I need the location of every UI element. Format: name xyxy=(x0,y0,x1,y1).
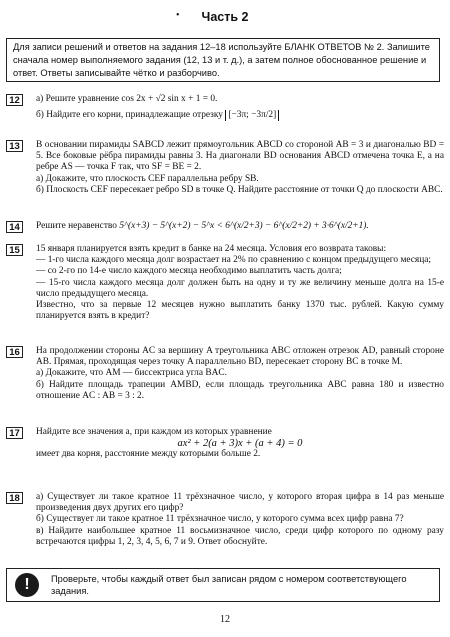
interval-formula: [−3π; −3π/2] xyxy=(225,110,279,121)
task-number: 12 xyxy=(6,94,23,106)
reminder-text: Проверьте, чтобы каждый ответ был записан рядом с номером соответствующего задания. xyxy=(51,574,407,596)
task-condition: — со 2-го по 14-е число каждого месяца необходимо выплатить часть долга; xyxy=(36,266,342,277)
instructions-box xyxy=(6,38,440,82)
task-number: 14 xyxy=(6,221,23,233)
task-part-c: в) Найдите наибольшее кратное 11 восьмизначное число, среди цифр которого по одному разу встречаются цифры 1, 2, 3, 4, 5, 6, 7 и 9. Ответ обоснуйте. xyxy=(36,525,444,547)
task-part-a: а) Докажите, что плоскость CEF параллельна ребру SB. xyxy=(36,173,259,184)
page-title: Часть 2 xyxy=(201,10,249,24)
task-17 xyxy=(6,427,444,487)
task-condition: — 1-го числа каждого месяца долг возрастает на 2% по сравнению с концом предыдущего месяца; xyxy=(36,255,432,266)
task-part-a: а) Существует ли такое кратное 11 трёхзначное число, у которого вторая цифра в 14 раз меньше произведения двух других его цифр? xyxy=(36,492,444,514)
task-body xyxy=(36,221,444,232)
task-text: В основании пирамиды SABCD лежит прямоугольник ABCD со стороной AB = 3 и диагональю BD = 5. Все боковые рёбра пирамиды равны 3. На диагонали BD основания ABCD отмечена точка E, а на ребре AS — точка F так, что SF = BE = 2. xyxy=(36,140,444,173)
task-13 xyxy=(6,140,444,218)
task-part-b: б) Плоскость CEF пересекает ребро SD в точке Q. Найдите расстояние от точки Q до плоскости ABC. xyxy=(36,184,443,195)
task-16 xyxy=(6,346,444,414)
task-text: На продолжении стороны AC за вершину A треугольника ABC отложен отрезок AD, равный стороне AB. Прямая, проходящая через точку A параллельно BD, пересекает сторону BC в точке M. xyxy=(36,346,444,368)
task-number: 13 xyxy=(6,140,23,152)
task-text-after: имеет два корня, расстояние между которыми больше 2. xyxy=(36,449,261,460)
exclamation-icon: ! xyxy=(15,573,39,597)
page-number: 12 xyxy=(220,614,230,625)
task-text: Решите неравенство xyxy=(36,221,117,231)
task-body xyxy=(36,94,444,121)
task-part-b: б) Существует ли такое кратное 11 трёхзначное число, у которого сумма всех цифр равна 7? xyxy=(36,514,404,525)
task-body xyxy=(36,346,444,402)
task-18 xyxy=(6,492,444,564)
task-text: Найдите все значения a, при каждом из которых уравнение xyxy=(36,427,272,437)
task-14 xyxy=(6,221,444,239)
task-number: 15 xyxy=(6,244,23,256)
task-12 xyxy=(6,94,444,136)
task-condition: — 15-го числа каждого месяца долг должен быть на одну и ту же величину меньше долга на 15-е число предыдущего месяца. xyxy=(36,277,444,299)
task-part-b: б) Найдите его корни, принадлежащие отрезку xyxy=(36,110,223,121)
task-15 xyxy=(6,244,444,334)
task-text: 15 января планируется взять кредит в банке на 24 месяца. Условия его возврата таковы: xyxy=(36,244,387,254)
task-body xyxy=(36,140,444,196)
task-part-a: а) Докажите, что AM — биссектриса угла BAC. xyxy=(36,368,227,379)
task-number: 16 xyxy=(6,346,23,358)
reminder-box xyxy=(6,568,440,602)
task-number: 17 xyxy=(6,427,23,439)
task-body xyxy=(36,244,444,322)
header-dot: • xyxy=(176,10,180,21)
task-question: Известно, что за первые 12 месяцев нужно выплатить банку 1370 тыс. рублей. Какую сумму планируется взять в кредит? xyxy=(36,300,444,322)
instructions-text: Для записи решений и ответов на задания 12–18 используйте БЛАНК ОТВЕТОВ № 2. Запишите сначала номер выполняемого задания (12, 13 и т. д.), а затем полное обоснованное решение и ответ. Ответы записывайте чётко и разборчиво. xyxy=(13,42,430,78)
task-part-b: б) Найдите площадь трапеции AMBD, если площадь треугольника ABC равна 180 и известно отношение AC : AB = 3 : 2. xyxy=(36,379,444,401)
task-part-a: а) Решите уравнение cos 2x + √2 sin x + 1 = 0. xyxy=(36,94,218,104)
equation-formula: ax² + 2(a + 3)x + (a + 4) = 0 xyxy=(177,438,303,450)
task-number: 18 xyxy=(6,492,23,504)
task-body xyxy=(36,427,444,461)
task-body xyxy=(36,492,444,548)
inequality-formula: 5^(x+3) − 5^(x+2) − 5^x < 6^(x/2+3) − 6^(x/2+2) + 3·6^(x/2+1). xyxy=(119,221,369,231)
